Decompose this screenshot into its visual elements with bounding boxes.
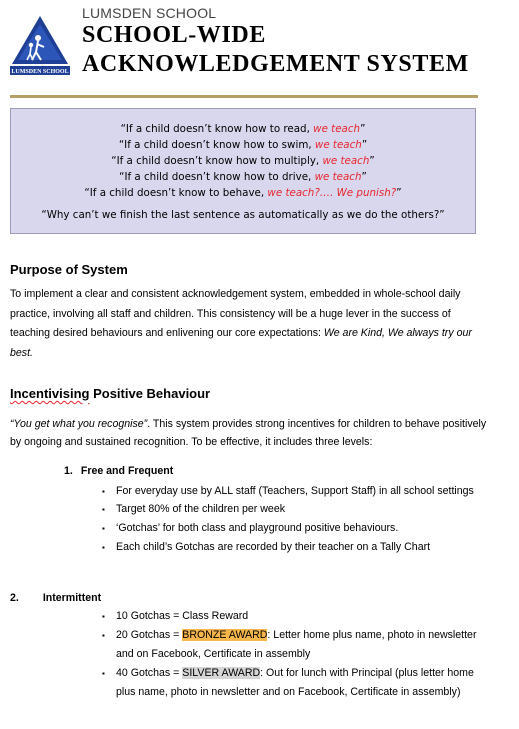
bullet-icon: ▪ xyxy=(102,668,105,678)
list-item: ▪ 40 Gotchas = SILVER AWARD: Out for lunch with Principal (plus letter home xyxy=(102,667,474,679)
bullet-icon: ▪ xyxy=(102,504,105,514)
document-title-line1: SCHOOL-WIDE xyxy=(82,22,266,48)
purpose-paragraph: To implement a clear and consistent acknowledgement system, embedded in whole-school daily practice, involving all staff and children. This consistency will be a huge lever in the success of teaching desired behaviours and enlivening our core expectations: We are Kind, We always try our best. xyxy=(10,288,472,359)
bullet-icon: ▪ xyxy=(102,486,105,496)
silver-award-label: SILVER AWARD xyxy=(182,667,261,679)
purpose-heading: Purpose of System xyxy=(10,262,128,277)
bullet-icon: ▪ xyxy=(102,542,105,552)
list-item-continuation: plus name, photo in newsletter and on Facebook, Certificate in assembly) xyxy=(116,686,461,698)
school-name: LUMSDEN SCHOOL xyxy=(82,5,217,21)
bullet-icon: ▪ xyxy=(102,523,105,533)
list-item: ▪ 10 Gotchas = Class Reward xyxy=(102,610,249,622)
level-1-heading: 1. Free and Frequent xyxy=(64,465,174,477)
quote-line: “If a child doesn’t know how to multiply, we teach” xyxy=(111,155,375,167)
incentivising-heading: Incentivising Positive Behaviour xyxy=(10,386,211,401)
list-item: ▪ Each child’s Gotchas are recorded by their teacher on a Tally Chart xyxy=(102,541,431,553)
quote-closing: “Why can’t we finish the last sentence as automatically as we do the others?” xyxy=(41,209,445,221)
quote-box xyxy=(10,108,476,234)
quote-line: “If a child doesn’t know how to swim, we teach” xyxy=(118,139,368,151)
quote-line: “If a child doesn’t know how to read, we teach” xyxy=(120,123,366,135)
svg-text:LUMSDEN SCHOOL: LUMSDEN SCHOOL xyxy=(11,69,69,75)
quote-line: “If a child doesn’t know to behave, we teach?…. We punish?” xyxy=(84,187,402,199)
quote-line: “If a child doesn’t know how to drive, we teach” xyxy=(119,171,367,183)
bronze-award-label: BRONZE AWARD xyxy=(182,629,268,641)
level-2-heading: 2. Intermittent xyxy=(10,592,102,604)
incentivising-paragraph: “You get what you recognise”. This system provides strong incentives for children to behave positively by ongoing and sustained recognition. To be effective, it includes three levels: xyxy=(10,418,487,448)
bullet-icon: ▪ xyxy=(102,630,105,640)
list-item-continuation: and on Facebook, Certificate in assembly xyxy=(116,648,311,660)
school-logo xyxy=(10,14,70,76)
document-title-line2: ACKNOWLEDGEMENT SYSTEM xyxy=(82,51,469,77)
list-item: ▪ Target 80% of the children per week xyxy=(102,503,286,515)
list-item: ▪ 20 Gotchas = BRONZE AWARD: Letter home plus name, photo in newsletter xyxy=(102,629,477,641)
list-item: ▪ For everyday use by ALL staff (Teachers, Support Staff) in all school settings xyxy=(102,485,474,497)
list-item: ▪ ‘Gotchas’ for both class and playground positive behaviours. xyxy=(102,522,399,534)
header-rule xyxy=(10,95,478,98)
bullet-icon: ▪ xyxy=(102,611,105,621)
